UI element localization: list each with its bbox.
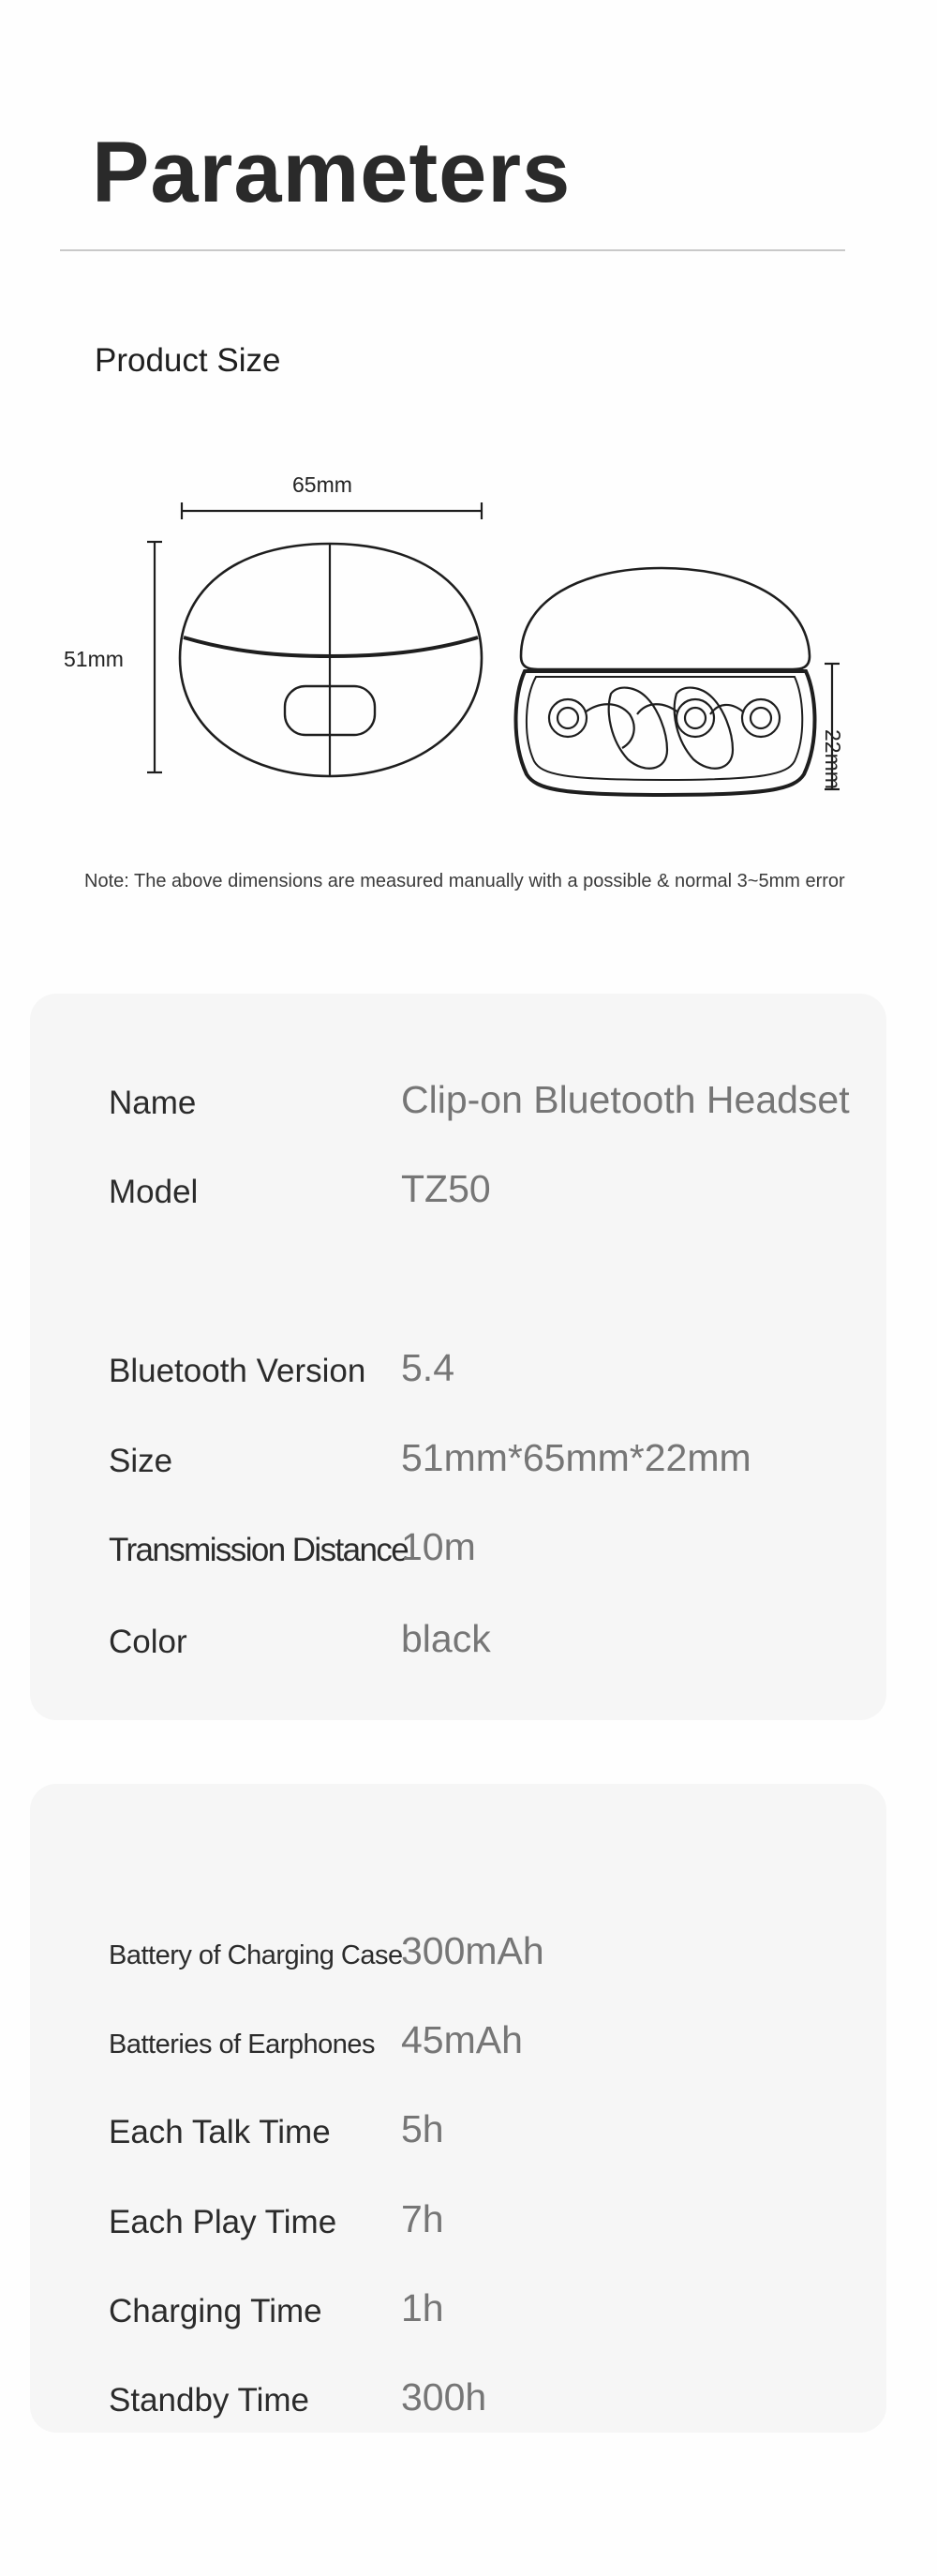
spec-row [30,2193,886,2249]
measurement-note: Note: The above dimensions are measured manually with a possible & normal 3~5mm error [84,871,845,891]
spec-row [30,1073,886,1130]
spec-value: 300mAh [401,1929,544,1972]
spec-value: 45mAh [401,2018,523,2061]
dimension-label-width: 65mm [292,472,352,497]
spec-label: Battery of Charging Case [109,1940,403,1970]
spec-row [30,1520,886,1577]
spec-label: Standby Time [109,2382,309,2419]
section-heading-product-size: Product Size [95,342,281,379]
product-diagram [0,450,937,844]
spec-value: 300h [401,2375,487,2419]
spec-row [30,2371,886,2427]
spec-label: Each Talk Time [109,2114,331,2150]
spec-value: 5.4 [401,1346,454,1389]
spec-row [30,2282,886,2338]
spec-value: 10m [401,1525,476,1568]
spec-label: Each Play Time [109,2204,337,2240]
spec-label: Charging Time [109,2293,322,2329]
spec-row [30,1341,886,1398]
spec-row [30,1162,886,1219]
spec-value: 7h [401,2197,444,2240]
spec-label: Name [109,1085,197,1121]
spec-label: Size [109,1443,173,1479]
spec-row [30,2103,886,2159]
spec-value: 5h [401,2107,444,2150]
spec-value: 1h [401,2286,444,2329]
title-divider [60,249,845,251]
spec-value: Clip-on Bluetooth Headset [401,1078,850,1121]
spec-label: Bluetooth Version [109,1353,366,1389]
dimension-label-depth: 22mm [821,729,845,789]
spec-row [30,1431,886,1488]
spec-value: black [401,1617,491,1660]
spec-label: Model [109,1174,199,1210]
spec-label: Color [109,1624,187,1660]
specs-card-general [30,994,886,1720]
dimension-label-height: 51mm [64,647,124,671]
page-title: Parameters [92,125,572,220]
spec-row [30,1925,886,1981]
spec-row [30,2014,886,2070]
spec-label: Batteries of Earphones [109,2029,376,2059]
specs-card-battery [30,1784,886,2433]
spec-value: 51mm*65mm*22mm [401,1436,751,1479]
spec-value: TZ50 [401,1167,491,1210]
spec-label: Transmission Distance [109,1532,409,1568]
spec-row [30,1612,886,1669]
